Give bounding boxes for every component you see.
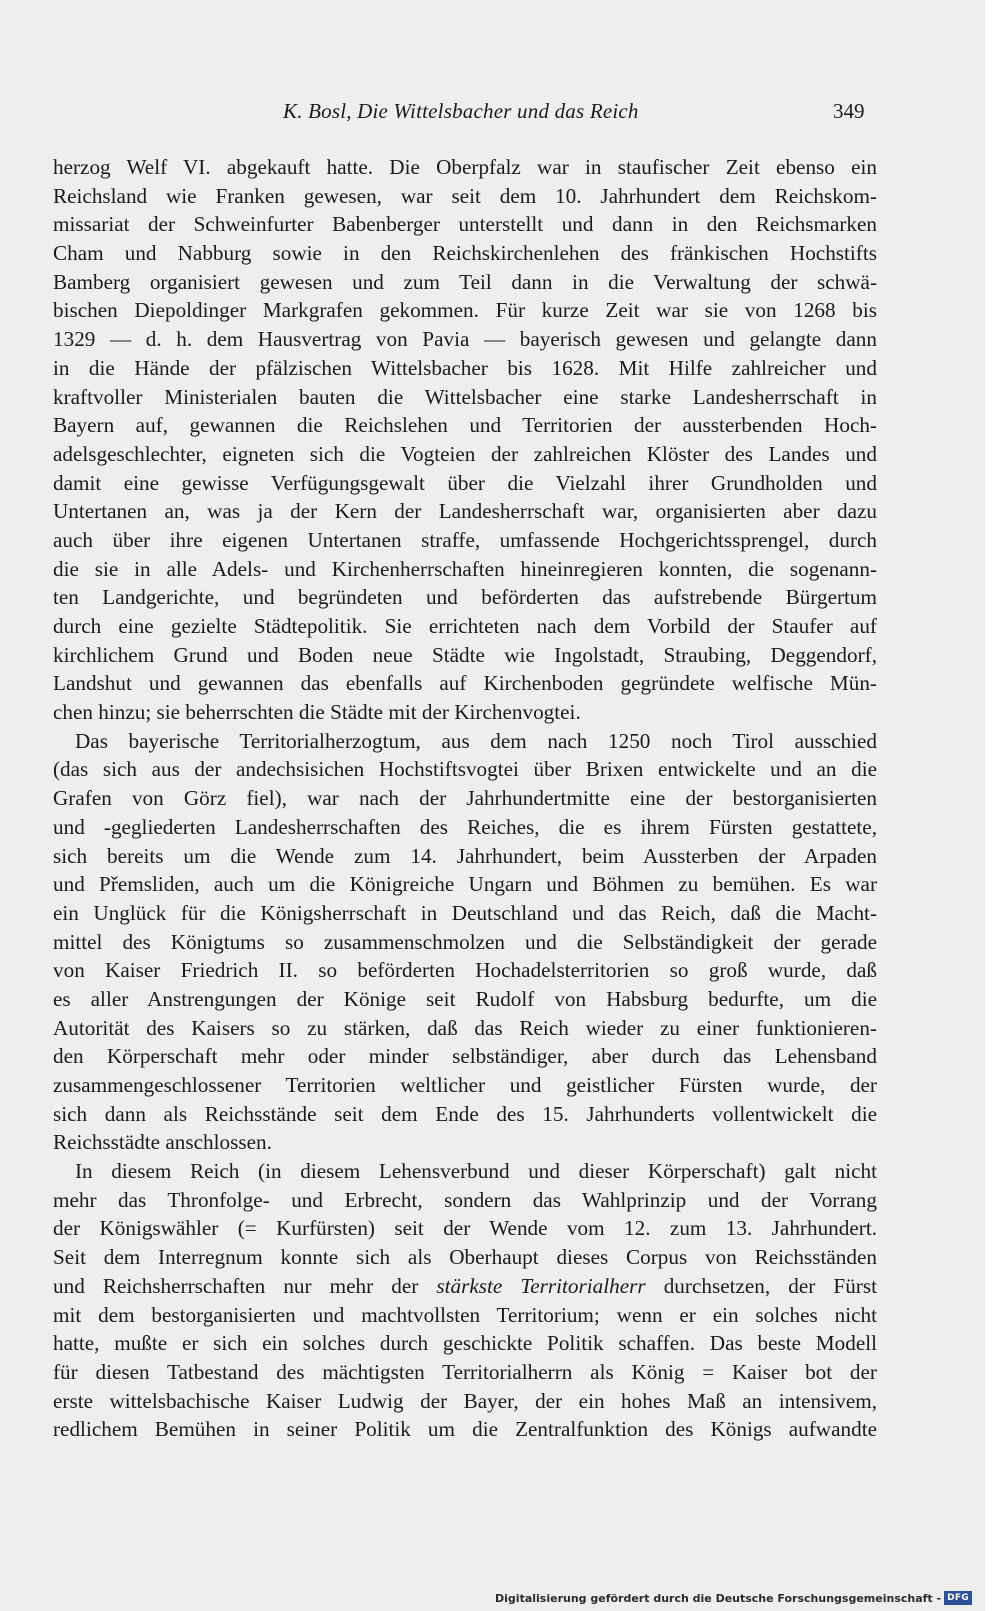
text-line: redlichem Bemühen in seiner Politik um die Zentralfunktion des Königs aufwandte bbox=[53, 1417, 877, 1442]
digitization-credit bbox=[495, 1591, 972, 1605]
text-line: Cham und Nabburg sowie in den Reichskirchenlehen des fränkischen Hochstifts bbox=[53, 241, 877, 266]
page-number: 349 bbox=[833, 99, 865, 123]
text-line: 1329 — d. h. dem Hausvertrag von Pavia — bayerisch gewesen und gelangte dann bbox=[53, 327, 877, 352]
text-line: mittel des Königtums so zusammenschmolzen und die Selbständigkeit der gerade bbox=[53, 929, 877, 954]
text-line: bischen Diepoldinger Markgrafen gekommen. Für kurze Zeit war sie von 1268 bis bbox=[53, 298, 877, 323]
text-line: die sie in alle Adels- und Kirchenherrschaften hineinregieren konnten, die sogenann- bbox=[53, 556, 877, 581]
text-line: sich dann als Reichsstände seit dem Ende des 15. Jahrhunderts vollentwickelt die bbox=[53, 1101, 877, 1126]
text-line: In diesem Reich (in diesem Lehensverbund und dieser Körperschaft) galt nicht bbox=[75, 1159, 877, 1184]
text-line: Seit dem Interregnum konnte sich als Oberhaupt dieses Corpus von Reichsständen bbox=[53, 1245, 877, 1270]
text-line: mehr das Thronfolge- und Erbrecht, sondern das Wahlprinzip und der Vorrang bbox=[53, 1187, 877, 1212]
text-line: herzog Welf VI. abgekauft hatte. Die Oberpfalz war in staufischer Zeit ebenso ein bbox=[53, 155, 877, 179]
text-line: den Körperschaft mehr oder minder selbständiger, aber durch das Lehensband bbox=[53, 1044, 877, 1069]
text-line-with-emphasis bbox=[53, 1272, 877, 1301]
text-line: sich bereits um die Wende zum 14. Jahrhundert, beim Aussterben der Arpaden bbox=[53, 843, 877, 868]
text-line: und Přemsliden, auch um die Königreiche Ungarn und Böhmen zu bemühen. Es war bbox=[53, 872, 877, 897]
text-line: in die Hände der pfälzischen Wittelsbacher bis 1628. Mit Hilfe zahlreicher und bbox=[53, 355, 877, 380]
credit-text: Digitalisierung gefördert durch die Deutsche Forschungsgemeinschaft - bbox=[495, 1591, 942, 1605]
text-line: der Königswähler (= Kurfürsten) seit der Wende vom 12. zum 13. Jahrhundert. bbox=[53, 1216, 877, 1241]
text-line: Reichsland wie Franken gewesen, war seit dem 10. Jahrhundert dem Reichskom- bbox=[53, 183, 877, 208]
text-line: es aller Anstrengungen der Könige seit Rudolf von Habsburg bedurfte, um die bbox=[53, 986, 877, 1011]
text-line: Bayern auf, gewannen die Reichslehen und Territorien der aussterbenden Hoch- bbox=[53, 413, 877, 438]
text-line: Autorität des Kaisers so zu stärken, daß das Reich wieder zu einer funktionieren- bbox=[53, 1015, 877, 1040]
text-line: Landshut und gewannen das ebenfalls auf Kirchenboden gegründete welfische Mün- bbox=[53, 671, 877, 696]
text-line: Reichsstädte anschlossen. bbox=[53, 1130, 272, 1155]
running-head: K. Bosl, Die Wittelsbacher und das Reich bbox=[283, 99, 639, 123]
text-line: für diesen Tatbestand des mächtigsten Territorialherrn als König = Kaiser bot der bbox=[53, 1359, 877, 1384]
text-line: und -gegliederten Landesherrschaften des Reiches, die es ihrem Fürsten gestattete, bbox=[53, 814, 877, 839]
text-line: Grafen von Görz fiel), war nach der Jahrhundertmitte eine der bestorganisierten bbox=[53, 786, 877, 811]
text-line: auch über ihre eigenen Untertanen straffe, umfassende Hochgerichtssprengel, durch bbox=[53, 527, 877, 552]
text-line: durch eine gezielte Städtepolitik. Sie errichteten nach dem Vorbild der Staufer auf bbox=[53, 614, 877, 638]
page-margin-edge bbox=[985, 0, 1000, 1611]
text-line: chen hinzu; sie beherrschten die Städte mit der Kirchenvogtei. bbox=[53, 700, 581, 725]
body-text bbox=[53, 153, 877, 1444]
text-line: kraftvoller Ministerialen bauten die Wittelsbacher eine starke Landesherrschaft in bbox=[53, 384, 877, 409]
dfg-logo-icon: DFG bbox=[944, 1591, 972, 1605]
text-segment: durchsetzen, der Fürst bbox=[645, 1273, 877, 1298]
text-line: adelsgeschlechter, eigneten sich die Vogteien der zahlreichen Klöster des Landes und bbox=[53, 441, 877, 466]
text-line: Untertanen an, was ja der Kern der Landesherrschaft war, organisierten aber dazu bbox=[53, 499, 877, 524]
text-line: Das bayerische Territorialherzogtum, aus dem nach 1250 noch Tirol ausschied bbox=[75, 728, 877, 753]
text-line: ten Landgerichte, und begründeten und beförderten das aufstrebende Bürgertum bbox=[53, 585, 877, 610]
text-line: hatte, mußte er sich ein solches durch geschickte Politik schaffen. Das beste Modell bbox=[53, 1331, 877, 1356]
text-line: erste wittelsbachische Kaiser Ludwig der Bayer, der ein hohes Maß an intensivem, bbox=[53, 1388, 877, 1413]
text-line: kirchlichem Grund und Boden neue Städte wie Ingolstadt, Straubing, Deggendorf, bbox=[53, 642, 877, 667]
emphasis-phrase: stärkste Territorialherr bbox=[436, 1273, 646, 1298]
text-line: von Kaiser Friedrich II. so beförderten Hochadelsterritorien so groß wurde, daß bbox=[53, 958, 877, 983]
text-line: missariat der Schweinfurter Babenberger unterstellt und dann in den Reichsmarken bbox=[53, 212, 877, 237]
text-line: (das sich aus der andechsisichen Hochstiftsvogtei über Brixen entwickelte und an die bbox=[53, 757, 877, 782]
text-line: damit eine gewisse Verfügungsgewalt über die Vielzahl ihrer Grundholden und bbox=[53, 470, 877, 495]
text-segment: und Reichsherrschaften nur mehr der bbox=[53, 1273, 437, 1298]
text-line: Bamberg organisiert gewesen und zum Teil dann in die Verwaltung der schwä- bbox=[53, 269, 877, 294]
text-line: zusammengeschlossener Territorien weltlicher und geistlicher Fürsten wurde, der bbox=[53, 1073, 877, 1097]
text-line: ein Unglück für die Königsherrschaft in Deutschland und das Reich, daß die Macht- bbox=[53, 900, 877, 925]
text-line: mit dem bestorganisierten und machtvollsten Territorium; wenn er ein solches nicht bbox=[53, 1302, 877, 1327]
